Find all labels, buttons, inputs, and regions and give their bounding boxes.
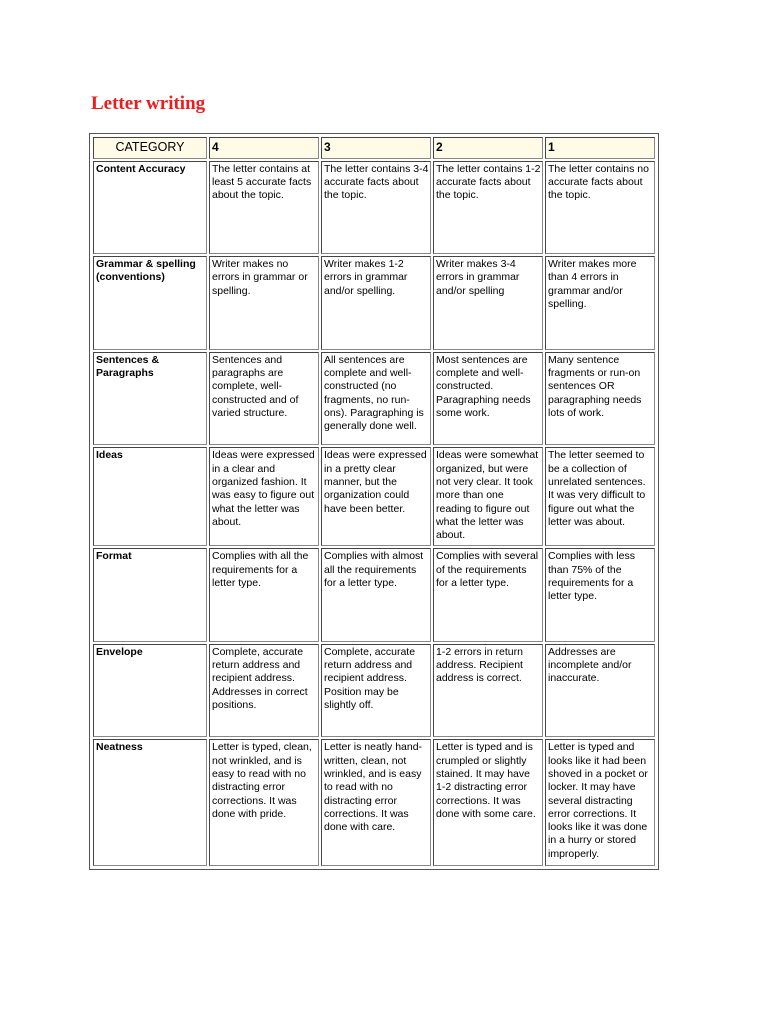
score-1-cell: The letter seemed to be a collection of unrelated sentences. It was very difficult to figure out what the letter was about. [545, 447, 655, 546]
column-header-score-2: 2 [433, 137, 543, 159]
score-1-cell: Addresses are incomplete and/or inaccurate. [545, 644, 655, 738]
rubric-table [91, 135, 657, 868]
score-3-cell: Ideas were expressed in a pretty clear manner, but the organization could have been better. [321, 447, 431, 546]
table-row [93, 352, 655, 446]
category-cell: Content Accuracy [93, 161, 207, 255]
score-4-cell: Complies with all the requirements for a letter type. [209, 548, 319, 642]
column-header-score-1: 1 [545, 137, 655, 159]
score-4-cell: Complete, accurate return address and recipient address. Addresses in correct positions. [209, 644, 319, 738]
score-1-cell: Writer makes more than 4 errors in grammar and/or spelling. [545, 256, 655, 350]
table-row [93, 447, 655, 546]
score-3-cell: All sentences are complete and well-constructed (no fragments, no run-ons). Paragraphing is generally done well. [321, 352, 431, 446]
score-2-cell: Complies with several of the requirements for a letter type. [433, 548, 543, 642]
score-3-cell: Letter is neatly hand-written, clean, not wrinkled, and is easy to read with no distracting error corrections. It was done with care. [321, 739, 431, 866]
score-4-cell: Letter is typed, clean, not wrinkled, and is easy to read with no distracting error corrections. It was done with pride. [209, 739, 319, 866]
score-2-cell: Letter is typed and is crumpled or slightly stained. It may have 1-2 distracting error corrections. It was done with some care. [433, 739, 543, 866]
table-row [93, 644, 655, 738]
rubric-table-frame [89, 133, 659, 870]
score-1-cell: The letter contains no accurate facts about the topic. [545, 161, 655, 255]
page-title: Letter writing [91, 93, 206, 114]
column-header-category: CATEGORY [93, 137, 207, 159]
column-header-score-3: 3 [321, 137, 431, 159]
score-2-cell: Most sentences are complete and well-constructed. Paragraphing needs some work. [433, 352, 543, 446]
table-row [93, 161, 655, 255]
score-3-cell: Complies with almost all the requirements for a letter type. [321, 548, 431, 642]
score-4-cell: Ideas were expressed in a clear and organized fashion. It was easy to figure out what the letter was about. [209, 447, 319, 546]
score-2-cell: Writer makes 3-4 errors in grammar and/or spelling [433, 256, 543, 350]
category-cell: Grammar & spelling (conventions) [93, 256, 207, 350]
score-4-cell: Writer makes no errors in grammar or spelling. [209, 256, 319, 350]
category-cell: Neatness [93, 739, 207, 866]
score-3-cell: The letter contains 3-4 accurate facts about the topic. [321, 161, 431, 255]
score-1-cell: Complies with less than 75% of the requirements for a letter type. [545, 548, 655, 642]
table-row [93, 739, 655, 866]
category-cell: Sentences & Paragraphs [93, 352, 207, 446]
score-4-cell: The letter contains at least 5 accurate facts about the topic. [209, 161, 319, 255]
score-3-cell: Writer makes 1-2 errors in grammar and/or spelling. [321, 256, 431, 350]
score-2-cell: The letter contains 1-2 accurate facts about the topic. [433, 161, 543, 255]
column-header-score-4: 4 [209, 137, 319, 159]
table-header-row [93, 137, 655, 159]
score-2-cell: 1-2 errors in return address. Recipient address is correct. [433, 644, 543, 738]
score-2-cell: Ideas were somewhat organized, but were not very clear. It took more than one reading to figure out what the letter was about. [433, 447, 543, 546]
category-cell: Format [93, 548, 207, 642]
score-1-cell: Many sentence fragments or run-on sentences OR paragraphing needs lots of work. [545, 352, 655, 446]
table-row [93, 256, 655, 350]
category-cell: Envelope [93, 644, 207, 738]
score-3-cell: Complete, accurate return address and recipient address. Position may be slightly off. [321, 644, 431, 738]
score-4-cell: Sentences and paragraphs are complete, well-constructed and of varied structure. [209, 352, 319, 446]
score-1-cell: Letter is typed and looks like it had been shoved in a pocket or locker. It may have several distracting error corrections. It looks like it was done in a hurry or stored improperly. [545, 739, 655, 866]
category-cell: Ideas [93, 447, 207, 546]
table-row [93, 548, 655, 642]
